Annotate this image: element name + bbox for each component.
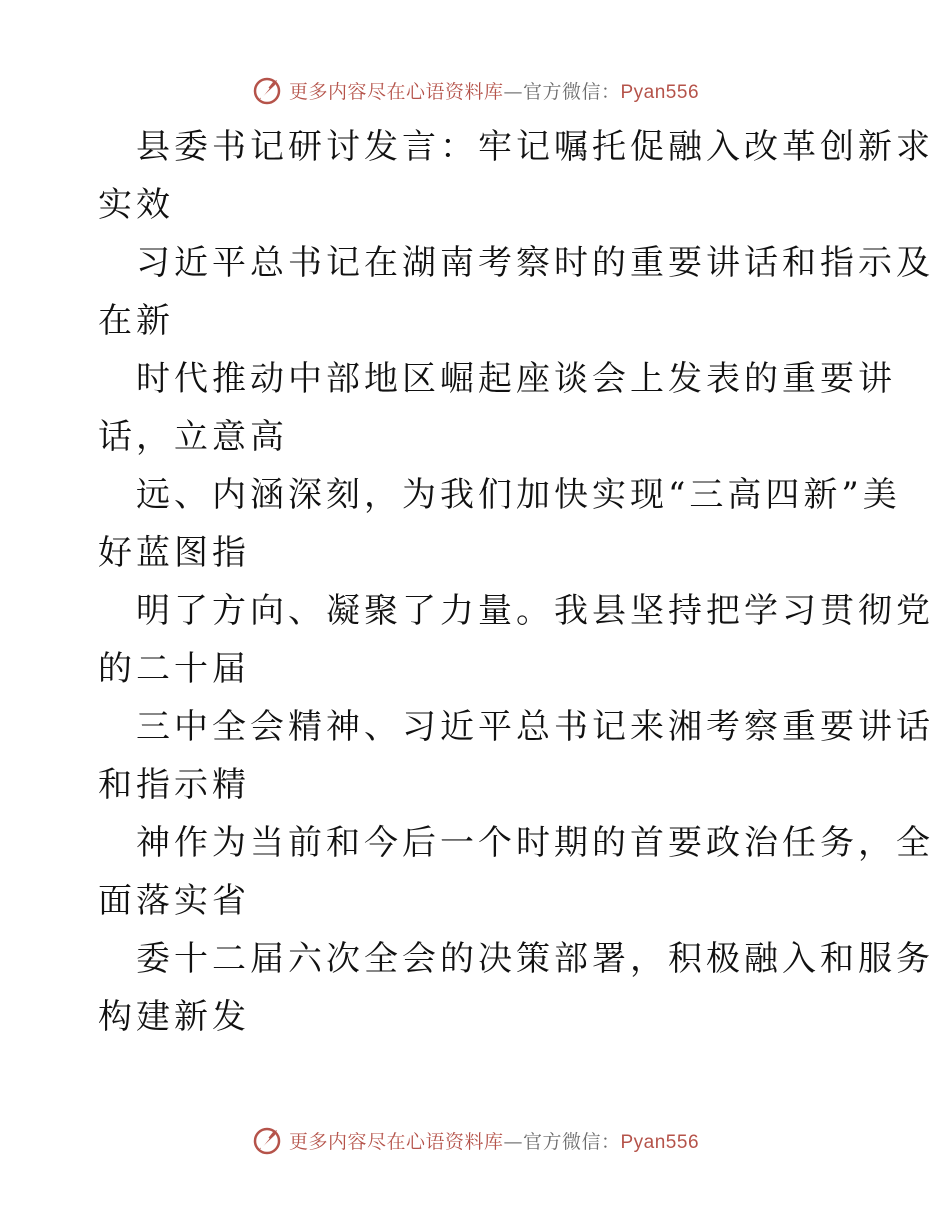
footer-text <box>289 1127 699 1154</box>
body-line: 时代推动中部地区崛起座谈会上发表的重要讲 <box>136 359 896 399</box>
quill-logo-icon <box>251 1124 283 1156</box>
body-line: 习近平总书记在湖南考察时的重要讲话和指示及 <box>136 243 934 283</box>
header-banner <box>0 70 950 110</box>
body-line: 明了方向、凝聚了力量。我县坚持把学习贯彻党 <box>136 591 934 631</box>
body-line: 实效 <box>98 185 174 225</box>
body-line: 神作为当前和今后一个时期的首要政治任务，全 <box>136 823 934 863</box>
header-text <box>289 77 699 104</box>
footer-banner <box>0 1120 950 1160</box>
body-line: 和指示精 <box>98 765 250 805</box>
header-site: 更多内容尽在心语资料库 <box>288 80 504 103</box>
header-dash: — <box>503 80 523 103</box>
body-line: 县委书记研讨发言：牢记嘱托促融入改革创新求 <box>136 127 934 167</box>
body-line: 委十二届六次全会的决策部署，积极融入和服务 <box>136 939 934 979</box>
footer-wechat-label: 官方微信： <box>522 1130 621 1153</box>
body-line: 远、内涵深刻，为我们加快实现“三高四新”美 <box>136 475 901 515</box>
body-line: 构建新发 <box>98 997 250 1037</box>
body-line: 面落实省 <box>98 881 250 921</box>
header-wechat-label: 官方微信： <box>522 80 621 103</box>
footer-wechat-id: Pyan556 <box>620 1131 700 1153</box>
footer-dash: — <box>503 1130 523 1153</box>
body-line: 的二十届 <box>98 649 250 689</box>
body-line: 好蓝图指 <box>98 533 250 573</box>
body-line: 话，立意高 <box>98 417 288 457</box>
header-wechat-id: Pyan556 <box>620 81 700 103</box>
quill-logo-icon <box>251 74 283 106</box>
body-line: 在新 <box>98 301 174 341</box>
body-line: 三中全会精神、习近平总书记来湘考察重要讲话 <box>136 707 934 747</box>
footer-site: 更多内容尽在心语资料库 <box>288 1130 504 1153</box>
document-body <box>98 118 934 1046</box>
